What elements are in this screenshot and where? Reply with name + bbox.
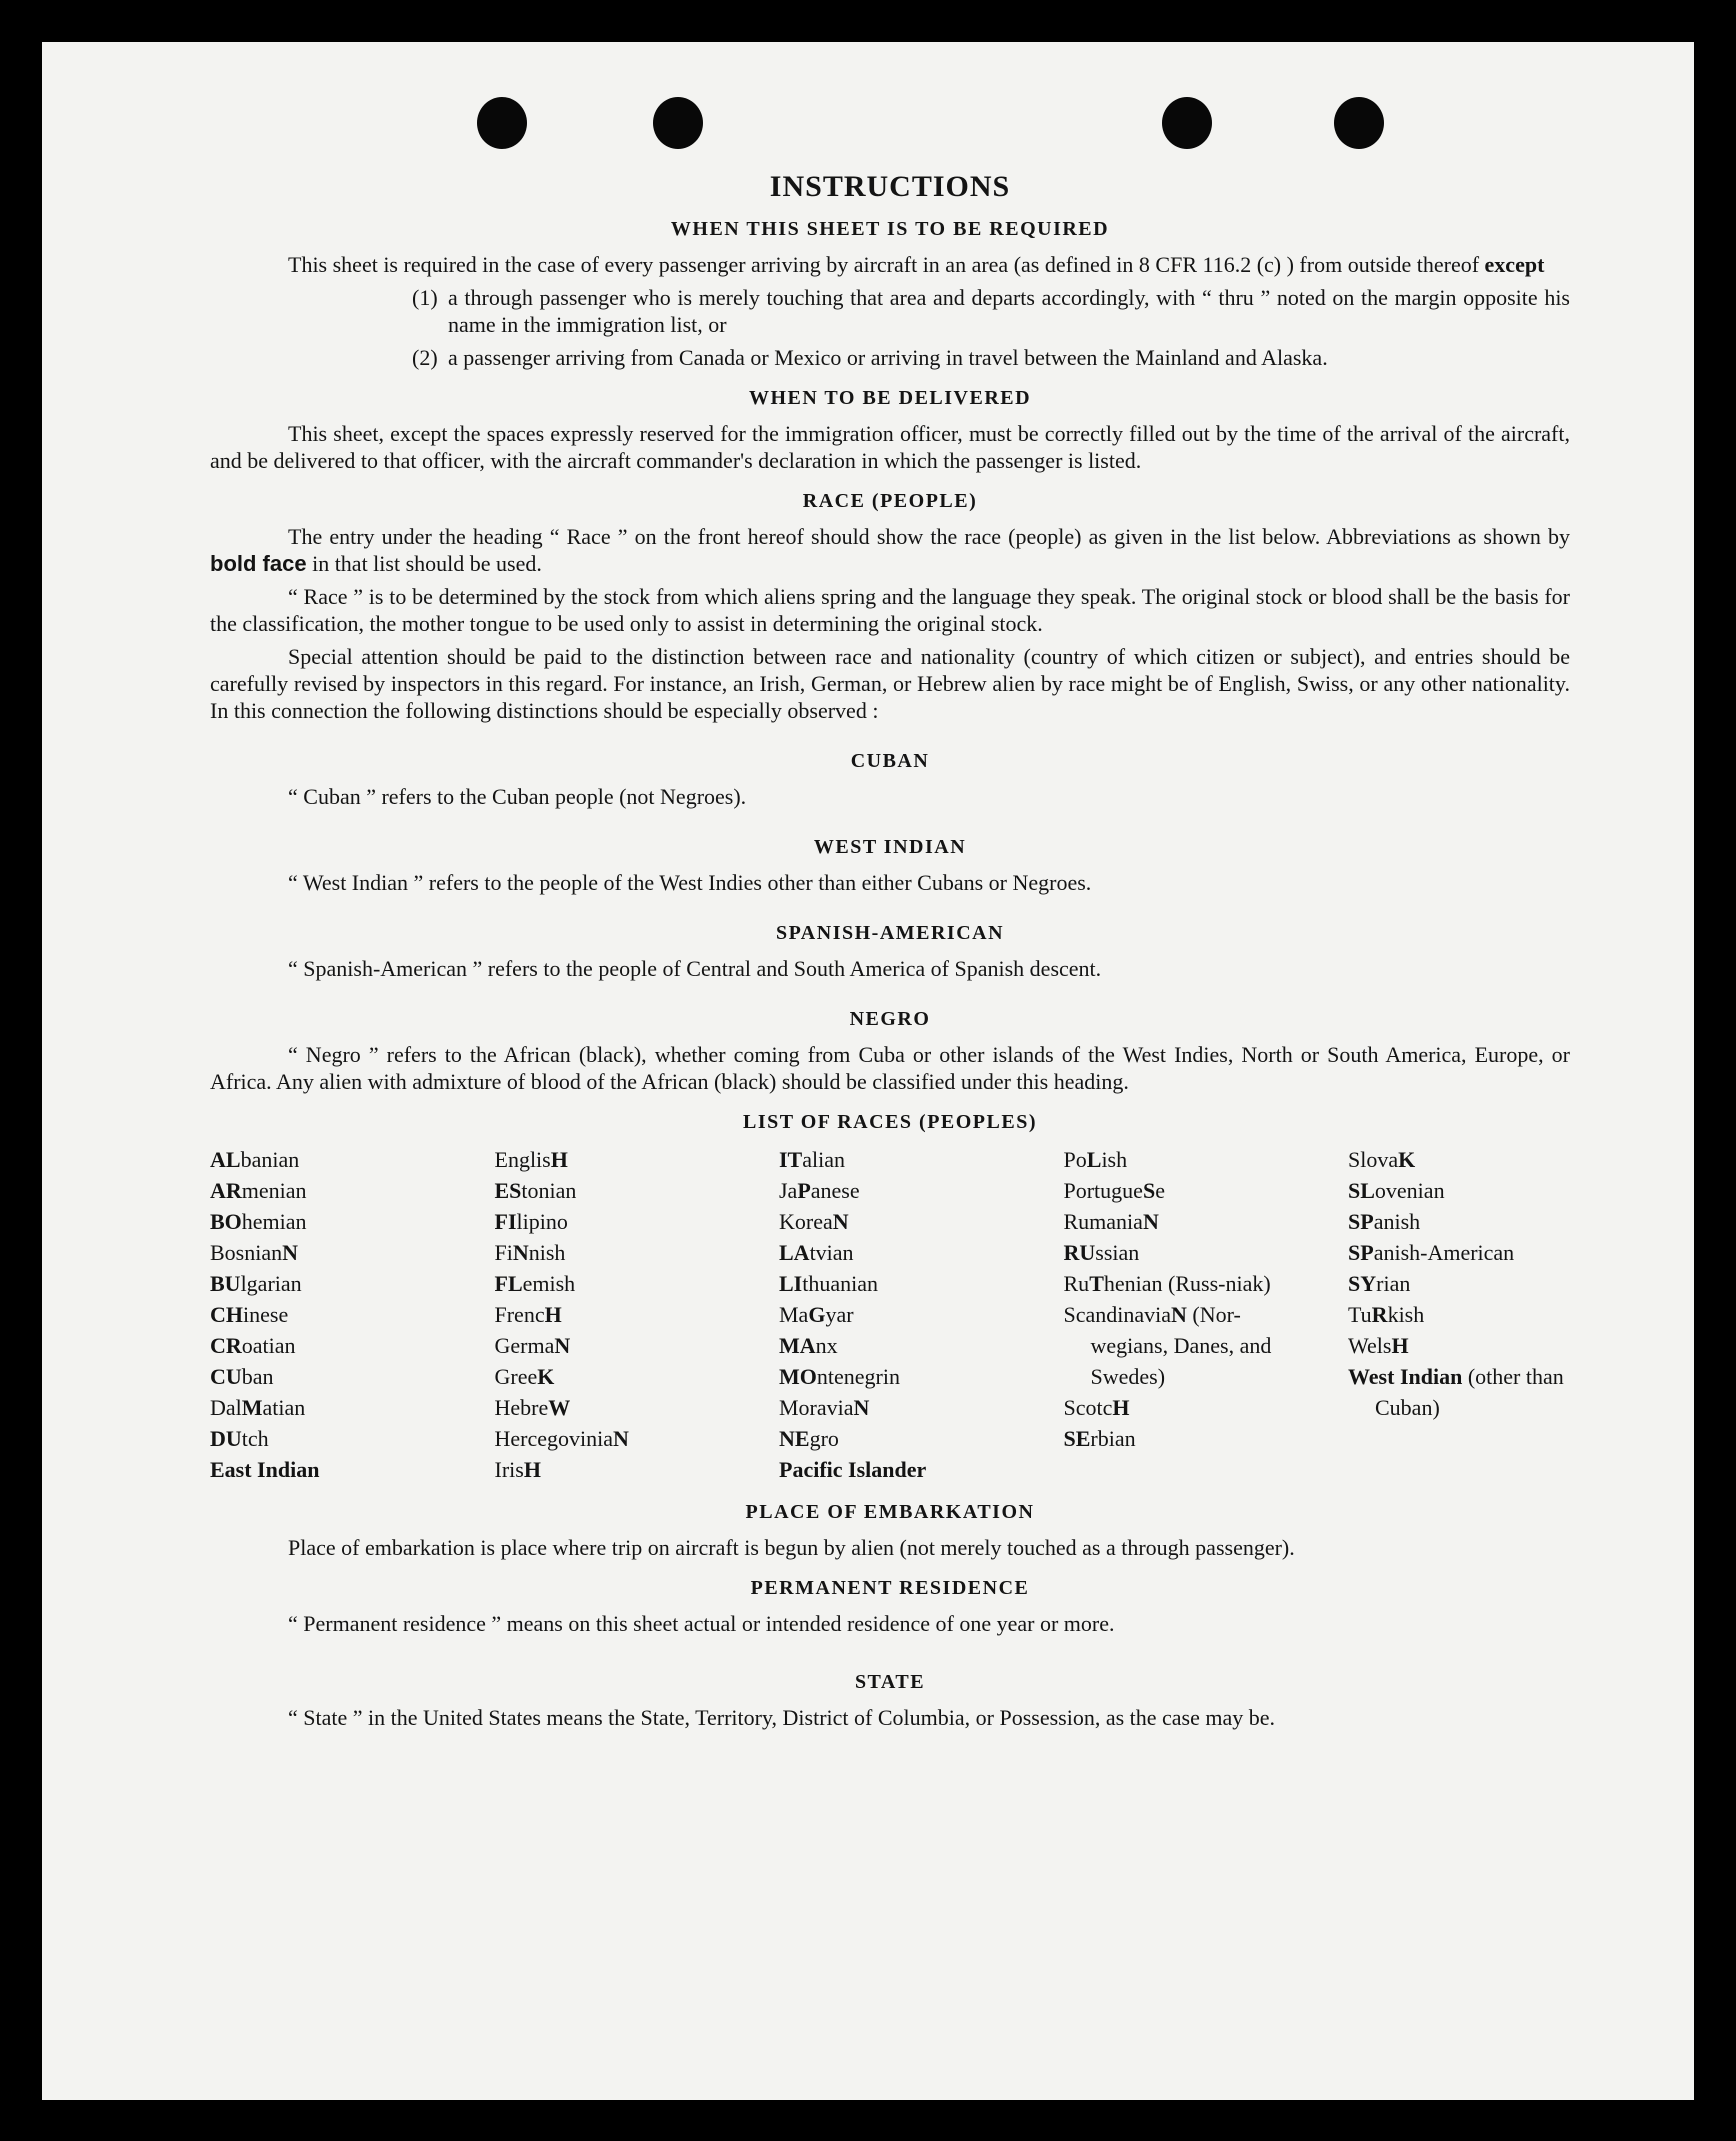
race-entry: DalMatian xyxy=(210,1395,306,1420)
race-entry: PortugueSe xyxy=(1063,1178,1165,1203)
punch-hole xyxy=(1334,97,1384,149)
race-entry: TuRkish xyxy=(1348,1302,1425,1327)
race-entry: HebreW xyxy=(494,1395,571,1420)
race-column xyxy=(1348,1144,1570,1485)
race-entry: SLovenian xyxy=(1348,1178,1445,1203)
residence-text: “ Permanent residence ” means on this sheet actual or intended residence of one year or more. xyxy=(288,1611,1115,1636)
section-heading-embarkation: PLACE OF EMBARKATION xyxy=(745,1501,1035,1523)
race-entry: NEgro xyxy=(779,1426,839,1451)
instructions-body xyxy=(210,170,1570,1737)
embarkation-text: Place of embarkation is place where trip on aircraft is begun by alien (not merely touched as a through passenger). xyxy=(288,1535,1295,1560)
race-entry: MaGyar xyxy=(779,1302,854,1327)
race-entry: Pacific Islander xyxy=(779,1457,927,1482)
race-entry: FIlipino xyxy=(494,1209,568,1234)
race-paragraph-3: Special attention should be paid to the distinction between race and nationality (country of which citizen or subject), and entries should be carefully revised by inspectors in this regard. For instance, an Irish, German, or Hebrew alien by race might be of English, Swiss, or any other nationality. In this connection the following distinctions should be especially observed : xyxy=(210,644,1570,723)
race-entry: WelsH xyxy=(1348,1333,1409,1358)
race-entry: RUssian xyxy=(1063,1240,1140,1265)
race-entry: GreeK xyxy=(494,1364,555,1389)
race-entry: LIthuanian xyxy=(779,1271,879,1296)
race-entry: BosnianN xyxy=(210,1240,299,1265)
section-heading-cuban: CUBAN xyxy=(850,750,930,772)
race-entry: PoLish xyxy=(1063,1147,1128,1172)
race-entry: BOhemian xyxy=(210,1209,307,1234)
race-entry: MAnx xyxy=(779,1333,838,1358)
punch-hole xyxy=(477,97,527,149)
race-entry: SYrian xyxy=(1348,1271,1411,1296)
west-indian-text: “ West Indian ” refers to the people of the West Indies other than either Cubans or Negroes. xyxy=(288,870,1092,895)
race-column xyxy=(1064,1144,1279,1485)
race-entry: SErbian xyxy=(1063,1426,1136,1451)
section-heading-state: STATE xyxy=(854,1671,926,1693)
spanish-american-text: “ Spanish-American ” refers to the people of Central and South America of Spanish descent. xyxy=(288,956,1102,981)
race-column xyxy=(495,1144,710,1485)
race-list xyxy=(210,1144,1570,1485)
section-heading-spanish-american: SPANISH-AMERICAN xyxy=(775,922,1005,944)
punch-hole xyxy=(1162,97,1212,149)
when-delivered-text: This sheet, except the spaces expressly reserved for the immigration officer, must be correctly filled out by the time of the arrival of the aircraft, and be delivered to that officer, with the aircraft commander's declaration in which the passenger is listed. xyxy=(210,421,1570,473)
race-entry: West Indian (other than Cuban) xyxy=(1348,1364,1564,1420)
section-heading-when-delivered: WHEN TO BE DELIVERED xyxy=(748,387,1032,409)
race-entry: LAtvian xyxy=(779,1240,854,1265)
race-entry: EnglisH xyxy=(494,1147,568,1172)
exception-item: (1) a through passenger who is merely touching that area and departs accordingly, with “ thru ” noted on the margin opposite his name in the immigration list, or xyxy=(412,285,1570,337)
race-entry: SPanish xyxy=(1348,1209,1421,1234)
race-entry: BUlgarian xyxy=(210,1271,302,1296)
race-entry: FLemish xyxy=(494,1271,576,1296)
race-entry: RumaniaN xyxy=(1063,1209,1159,1234)
exception-item: (2) a passenger arriving from Canada or Mexico or arriving in travel between the Mainland and Alaska. xyxy=(412,345,1328,370)
section-heading-permanent-residence: PERMANENT RESIDENCE xyxy=(750,1577,1030,1599)
race-entry: CHinese xyxy=(210,1302,289,1327)
race-entry: HercegoviniaN xyxy=(494,1426,629,1451)
section-heading-race: RACE (PEOPLE) xyxy=(802,490,978,512)
race-entry: EStonian xyxy=(494,1178,577,1203)
punch-hole xyxy=(653,97,703,149)
race-entry: IrisH xyxy=(494,1457,541,1482)
race-entry: RuThenian (Russ-niak) xyxy=(1063,1271,1271,1296)
race-entry: East Indian xyxy=(210,1457,320,1482)
race-entry: ScandinaviaN (Nor-wegians, Danes, and Swedes) xyxy=(1063,1302,1272,1389)
section-heading-negro: NEGRO xyxy=(849,1008,931,1030)
race-entry: ScotcH xyxy=(1063,1395,1130,1420)
race-entry: CUban xyxy=(210,1364,274,1389)
race-paragraph-2: “ Race ” is to be determined by the stock from which aliens spring and the language they speak. The original stock or blood shall be the basis for the classification, the mother tongue to be used only to assist in determining the original stock. xyxy=(210,584,1570,636)
race-entry: CRoatian xyxy=(210,1333,296,1358)
race-entry: FiNnish xyxy=(494,1240,566,1265)
section-heading-when-required: WHEN THIS SHEET IS TO BE REQUIRED xyxy=(670,218,1110,240)
race-paragraph-1: The entry under the heading “ Race ” on the front hereof should show the race (people) as given in the list below. Abbreviations as shown by bold face in that list should be used. xyxy=(210,524,1570,576)
race-entry: MoraviaN xyxy=(779,1395,870,1420)
race-column xyxy=(210,1144,425,1485)
race-entry: SPanish-American xyxy=(1348,1240,1515,1265)
race-entry: ARmenian xyxy=(210,1178,307,1203)
race-entry: MOntenegrin xyxy=(779,1364,900,1389)
document-page xyxy=(42,42,1694,2100)
page-title: INSTRUCTIONS xyxy=(769,170,1011,203)
cuban-text: “ Cuban ” refers to the Cuban people (not Negroes). xyxy=(288,784,747,809)
race-entry: DUtch xyxy=(210,1426,269,1451)
race-column xyxy=(779,1144,994,1485)
race-entry: JaPanese xyxy=(779,1178,860,1203)
state-text: “ State ” in the United States means the State, Territory, District of Columbia, or Possession, as the case may be. xyxy=(288,1705,1276,1730)
race-entry: FrencH xyxy=(494,1302,562,1327)
section-heading-list-of-races: LIST OF RACES (PEOPLES) xyxy=(742,1111,1037,1133)
race-entry: GermaN xyxy=(494,1333,571,1358)
race-entry: ITalian xyxy=(779,1147,846,1172)
race-entry: SlovaK xyxy=(1348,1147,1416,1172)
when-required-intro: This sheet is required in the case of every passenger arriving by aircraft in an area (as defined in 8 CFR 116.2 (c) ) from outside thereof except xyxy=(288,252,1545,277)
race-entry: KoreaN xyxy=(779,1209,849,1234)
race-entry: ALbanian xyxy=(210,1147,300,1172)
section-heading-west-indian: WEST INDIAN xyxy=(813,836,967,858)
negro-text: “ Negro ” refers to the African (black), whether coming from Cuba or other islands of the West Indies, North or South America, Europe, or Africa. Any alien with admixture of blood of the African (black) should be classified under this heading. xyxy=(210,1042,1570,1094)
